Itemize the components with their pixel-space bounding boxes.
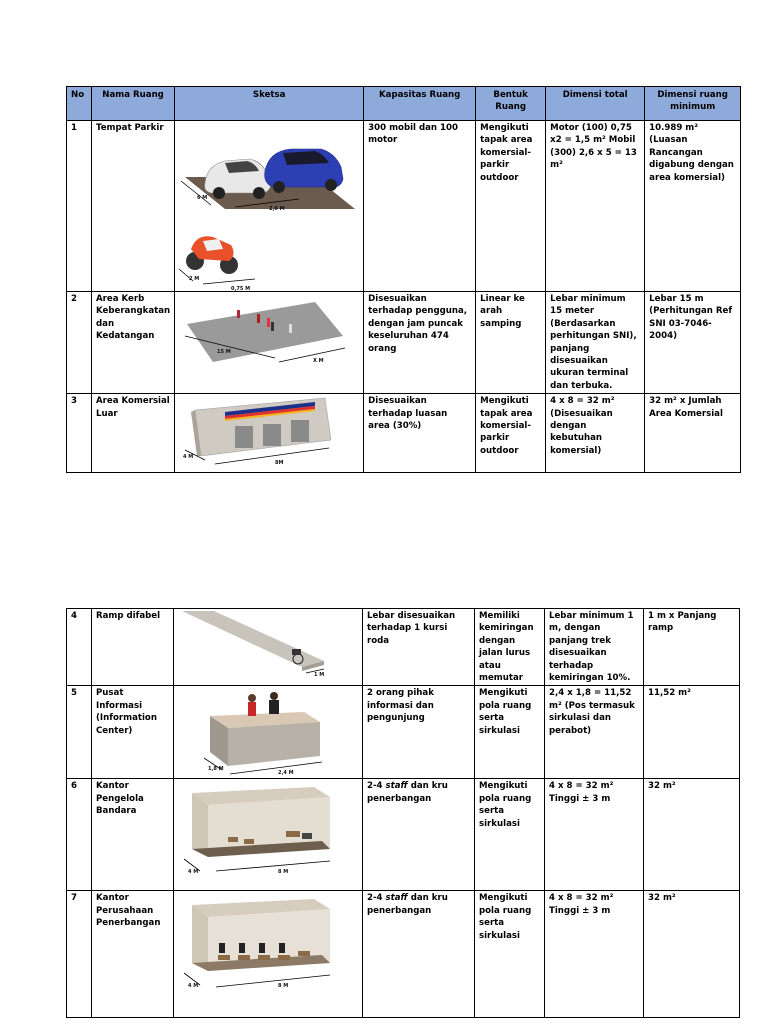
motorcycle-image <box>186 236 238 274</box>
table-row <box>67 891 740 1018</box>
kapasitas-rest: dan kru penerbangan <box>367 893 448 916</box>
airline-office-illustration <box>174 891 362 1017</box>
header-nama-ruang: Nama Ruang <box>92 87 175 121</box>
office-room-illustration <box>174 779 362 890</box>
row-nama-ruang: Kantor Pengelola Bandara <box>92 779 174 891</box>
row-bentuk: Memiliki kemiringan dengan jalan lurus atau memutar <box>475 609 545 686</box>
row-dimensi-total: Lebar minimum 15 meter (Berdasarkan perhitungan SNI), panjang disesuaikan ukuran terminal dan terbuka. <box>546 292 645 394</box>
sketch-dim-label: 2,6 M <box>269 206 285 212</box>
row-no: 6 <box>67 779 92 891</box>
row-bentuk: Mengikuti pola ruang serta sirkulasi <box>475 779 545 891</box>
row-nama-ruang: Ramp difabel <box>92 609 174 686</box>
sketch-dim-label: 8 M <box>278 983 289 990</box>
row-bentuk: Mengikuti tapak area komersial-parkir outdoor <box>476 394 546 473</box>
sketch-dim-label: 4 M <box>188 983 199 990</box>
staff-person-image <box>248 692 279 716</box>
row-bentuk: Linear ke arah samping <box>476 292 546 394</box>
row-nama-ruang: Area Komersial Luar <box>92 394 175 473</box>
sketch-dim-label: 4 M <box>188 869 199 876</box>
sketch-dim-label: X M <box>313 358 324 364</box>
kapasitas-count: 2-4 <box>367 781 386 792</box>
sketch-dim-label: 2 M <box>189 276 200 282</box>
row-kapasitas: 2 orang pihak informasi dan pengunjung <box>363 686 475 779</box>
table-row <box>67 394 741 473</box>
row-nama-ruang: Area Kerb Keberangkatan dan Kedatangan <box>92 292 175 394</box>
sketch-dim-label: 0,75 M <box>231 286 251 291</box>
space-program-table-part-1 <box>66 86 741 473</box>
ramp-illustration <box>174 609 362 678</box>
table-header-row <box>67 87 741 121</box>
row-no: 1 <box>67 121 92 292</box>
row-kapasitas <box>363 891 475 1018</box>
row-dimensi-total: Motor (100) 0,75 x2 = 1,5 m² Mobil (300) 2,6 x 5 = 13 m² <box>546 121 645 292</box>
row-dimensi-min: 32 m² <box>644 779 740 891</box>
sketch-kerb <box>175 292 364 394</box>
row-no: 2 <box>67 292 92 394</box>
table-row <box>67 779 740 891</box>
dimension-line <box>203 279 255 284</box>
row-dimensi-min: 32 m² x Jumlah Area Komersial <box>645 394 741 473</box>
sketch-dim-label: 6 M <box>197 195 208 201</box>
row-bentuk: Mengikuti pola ruang serta sirkulasi <box>475 891 545 1018</box>
sketch-ramp <box>174 609 363 686</box>
dimension-line <box>216 975 330 990</box>
row-kapasitas: 300 mobil dan 100 motor <box>364 121 476 292</box>
parking-illustration <box>175 121 363 291</box>
sketch-dim-label: 2,4 M <box>278 770 294 777</box>
info-desk-illustration <box>174 686 362 778</box>
table-row <box>67 292 741 394</box>
dimension-line <box>279 348 345 362</box>
header-bentuk: Bentuk Ruang <box>476 87 546 121</box>
dimension-line <box>216 861 330 871</box>
row-dimensi-min: Lebar 15 m (Perhitungan Ref SNI 03-7046-2004) <box>645 292 741 394</box>
sketch-airport-office <box>174 779 363 891</box>
row-bentuk: Mengikuti pola ruang serta sirkulasi <box>475 686 545 779</box>
header-kapasitas: Kapasitas Ruang <box>364 87 476 121</box>
row-nama-ruang: Kantor Perusahaan Penerbangan <box>92 891 174 1018</box>
row-no: 7 <box>67 891 92 1018</box>
sketch-dim-label: 1 M <box>314 672 325 678</box>
row-no: 3 <box>67 394 92 473</box>
space-program-table-part-2 <box>66 608 740 1018</box>
row-dimensi-total: 4 x 8 = 32 m² Tinggi ± 3 m <box>545 779 644 891</box>
blue-car-image <box>265 149 343 193</box>
sketch-dim-label: 1,8 M <box>208 766 224 773</box>
sketch-airline-office <box>174 891 363 1018</box>
row-nama-ruang: Pusat Informasi (Information Center) <box>92 686 174 779</box>
kapasitas-rest: dan kru penerbangan <box>367 781 448 804</box>
sketch-dim-label: 8M <box>275 460 284 467</box>
row-dimensi-total: 2,4 x 1,8 = 11,52 m² (Pos termasuk sirkulasi dan perabot) <box>545 686 644 779</box>
row-nama-ruang: Tempat Parkir <box>92 121 175 292</box>
white-car-image <box>205 159 271 199</box>
table-row <box>67 686 740 779</box>
table-row <box>67 609 740 686</box>
sketch-info-center <box>174 686 363 779</box>
sketch-dim-label: 15 M <box>217 349 231 355</box>
row-bentuk: Mengikuti tapak area komersial-parkir outdoor <box>476 121 546 292</box>
row-dimensi-total: 4 x 8 = 32 m² (Disesuaikan dengan kebutuhan komersial) <box>546 394 645 473</box>
row-kapasitas: Lebar disesuaikan terhadap 1 kursi roda <box>363 609 475 686</box>
kapasitas-staff: staff <box>385 893 408 904</box>
sketch-dim-label: 4 M <box>183 454 194 461</box>
row-dimensi-min: 32 m² <box>644 891 740 1018</box>
header-dimensi-total: Dimensi total <box>546 87 645 121</box>
sketch-parking <box>175 121 364 292</box>
sketch-commercial <box>175 394 364 473</box>
sketch-dim-label: 8 M <box>278 869 289 876</box>
commercial-building-illustration <box>175 394 363 472</box>
row-dimensi-min: 10.989 m² (Luasan Rancangan digabung dengan area komersial) <box>645 121 741 292</box>
row-kapasitas: Disesuaikan terhadap pengguna, dengan jam puncak keseluruhan 474 orang <box>364 292 476 394</box>
row-dimensi-min: 11,52 m² <box>644 686 740 779</box>
kapasitas-count: 2-4 <box>367 893 386 904</box>
row-dimensi-total: Lebar minimum 1 m, dengan panjang trek disesuaikan terhadap kemiringan 10%. <box>545 609 644 686</box>
row-dimensi-min: 1 m x Panjang ramp <box>644 609 740 686</box>
row-kapasitas: Disesuaikan terhadap luasan area (30%) <box>364 394 476 473</box>
row-kapasitas <box>363 779 475 891</box>
row-no: 4 <box>67 609 92 686</box>
header-dimensi-min: Dimensi ruang minimum <box>645 87 741 121</box>
table-row <box>67 121 741 292</box>
header-sketsa: Sketsa <box>175 87 364 121</box>
header-no: No <box>67 87 92 121</box>
row-no: 5 <box>67 686 92 779</box>
row-dimensi-total: 4 x 8 = 32 m² Tinggi ± 3 m <box>545 891 644 1018</box>
kapasitas-staff: staff <box>385 781 408 792</box>
kerb-illustration <box>175 292 363 391</box>
